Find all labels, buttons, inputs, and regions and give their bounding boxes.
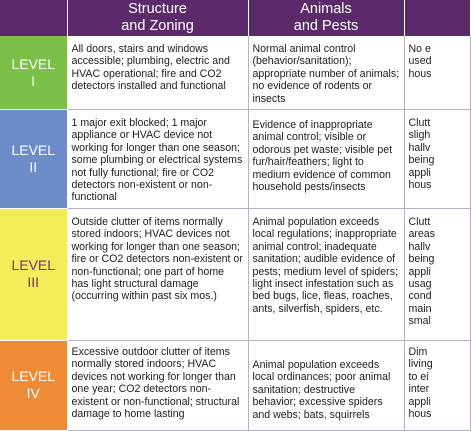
table-row-level-1 <box>0 36 470 110</box>
clutter-fragment: cond <box>408 290 432 303</box>
animals-pests-cell: Normal animal control (behavior/sanitation); appropriate number of animals; no evidence of rodents or insects <box>248 36 404 110</box>
clutter-fragment: main <box>408 302 432 315</box>
header-animals-line1: Animals <box>300 1 352 17</box>
clutter-fragment: appli <box>408 395 431 408</box>
structure-zoning-cell: 1 major exit blocked; 1 major appliance or HVAC device not working for longer than one season; some plumbing or electrical systems not fully functional; fire or CO2 detectors non-existent or non-functional <box>67 110 248 209</box>
table-row-level-2 <box>0 110 470 209</box>
level-cell <box>0 340 67 430</box>
clutter-cell-truncated <box>404 340 470 430</box>
header-corner-cell <box>0 0 67 36</box>
header-cut-off-column <box>404 0 470 36</box>
clutter-fragment: appli <box>408 166 431 179</box>
animals-pests-cell: Animal population exceeds local regulations; inappropriate animal control; inadequate sanitation; audible evidence of pests; medium level of spiders; light insect infestation such as bed bugs, lice, fleas, roaches, ants, silverfish, spiders, etc. <box>248 208 404 340</box>
clutter-fragment: appli <box>408 265 431 278</box>
level-word: LEVEL <box>11 368 56 385</box>
clutter-fragment: Clutt <box>408 117 431 130</box>
header-structure-and-zoning <box>67 0 248 36</box>
clutter-fragment: used <box>408 55 432 68</box>
clutter-fragment: hallv <box>408 141 431 154</box>
level-word: LEVEL <box>11 55 56 72</box>
clutter-cell-truncated <box>404 110 470 209</box>
clutter-fragment: Dim <box>408 345 428 358</box>
header-structure-line1: Structure <box>128 1 187 17</box>
animals-pests-cell: Evidence of inappropriate animal control; visible or odorous pet waste; visible pet fur/hair/feathers; light to medium evidence of common household pests/insects <box>248 110 404 209</box>
clutter-fragment: Clutt <box>408 215 431 228</box>
level-number: I <box>31 72 36 89</box>
clutter-fragment: living <box>408 358 433 371</box>
clutter-cell-truncated <box>404 208 470 340</box>
level-number: III <box>27 274 40 291</box>
clutter-fragment: areas <box>408 228 435 241</box>
clutter-fragment: No e <box>408 43 431 55</box>
level-cell <box>0 208 67 340</box>
clutter-cell-truncated <box>404 36 470 110</box>
level-number: II <box>29 158 38 175</box>
clutter-fragment: to ei <box>408 370 429 383</box>
clutter-fragment: usag <box>408 277 432 290</box>
clutter-fragment: hallv <box>408 240 431 253</box>
clutter-fragment: hous <box>408 407 432 420</box>
header-animals-line2: and Pests <box>293 18 359 34</box>
level-cell <box>0 110 67 209</box>
table-row-level-3 <box>0 208 470 340</box>
clutter-fragment: smal <box>408 315 431 328</box>
header-animals-and-pests <box>248 0 404 36</box>
clutter-fragment: hous <box>408 179 432 192</box>
header-structure-line2: and Zoning <box>121 18 194 34</box>
level-number: IV <box>26 385 40 402</box>
table-header-row <box>0 0 470 36</box>
clutter-fragment: inter <box>408 383 430 396</box>
animals-pests-cell: Animal population exceeds local ordinances; poor animal sanitation; destructive behavior; excessive spiders and webs; bats, squirrels <box>248 340 404 430</box>
level-word: LEVEL <box>11 141 56 158</box>
clutter-fragment: hous <box>408 67 432 80</box>
clutter-fragment: being <box>408 154 435 167</box>
level-word: LEVEL <box>11 257 56 274</box>
table-row-level-4 <box>0 340 470 430</box>
structure-zoning-cell: All doors, stairs and windows accessible; plumbing, electric and HVAC operational; fire and CO2 detectors installed and functional <box>67 36 248 110</box>
structure-zoning-cell: Excessive outdoor clutter of items normally stored indoors; HVAC devices not working for longer than one year; CO2 detectors non-existent or non-functional; structural damage to home lasting <box>67 340 248 430</box>
level-cell <box>0 36 67 110</box>
structure-zoning-cell: Outside clutter of items normally stored indoors; HVAC devices not working for longer than one season; fire or CO2 detectors non-existent or non-functional; one part of home has light structural damage (occurring within past six mos.) <box>67 208 248 340</box>
clutter-fragment: sligh <box>408 129 431 142</box>
clutter-fragment: being <box>408 253 435 266</box>
